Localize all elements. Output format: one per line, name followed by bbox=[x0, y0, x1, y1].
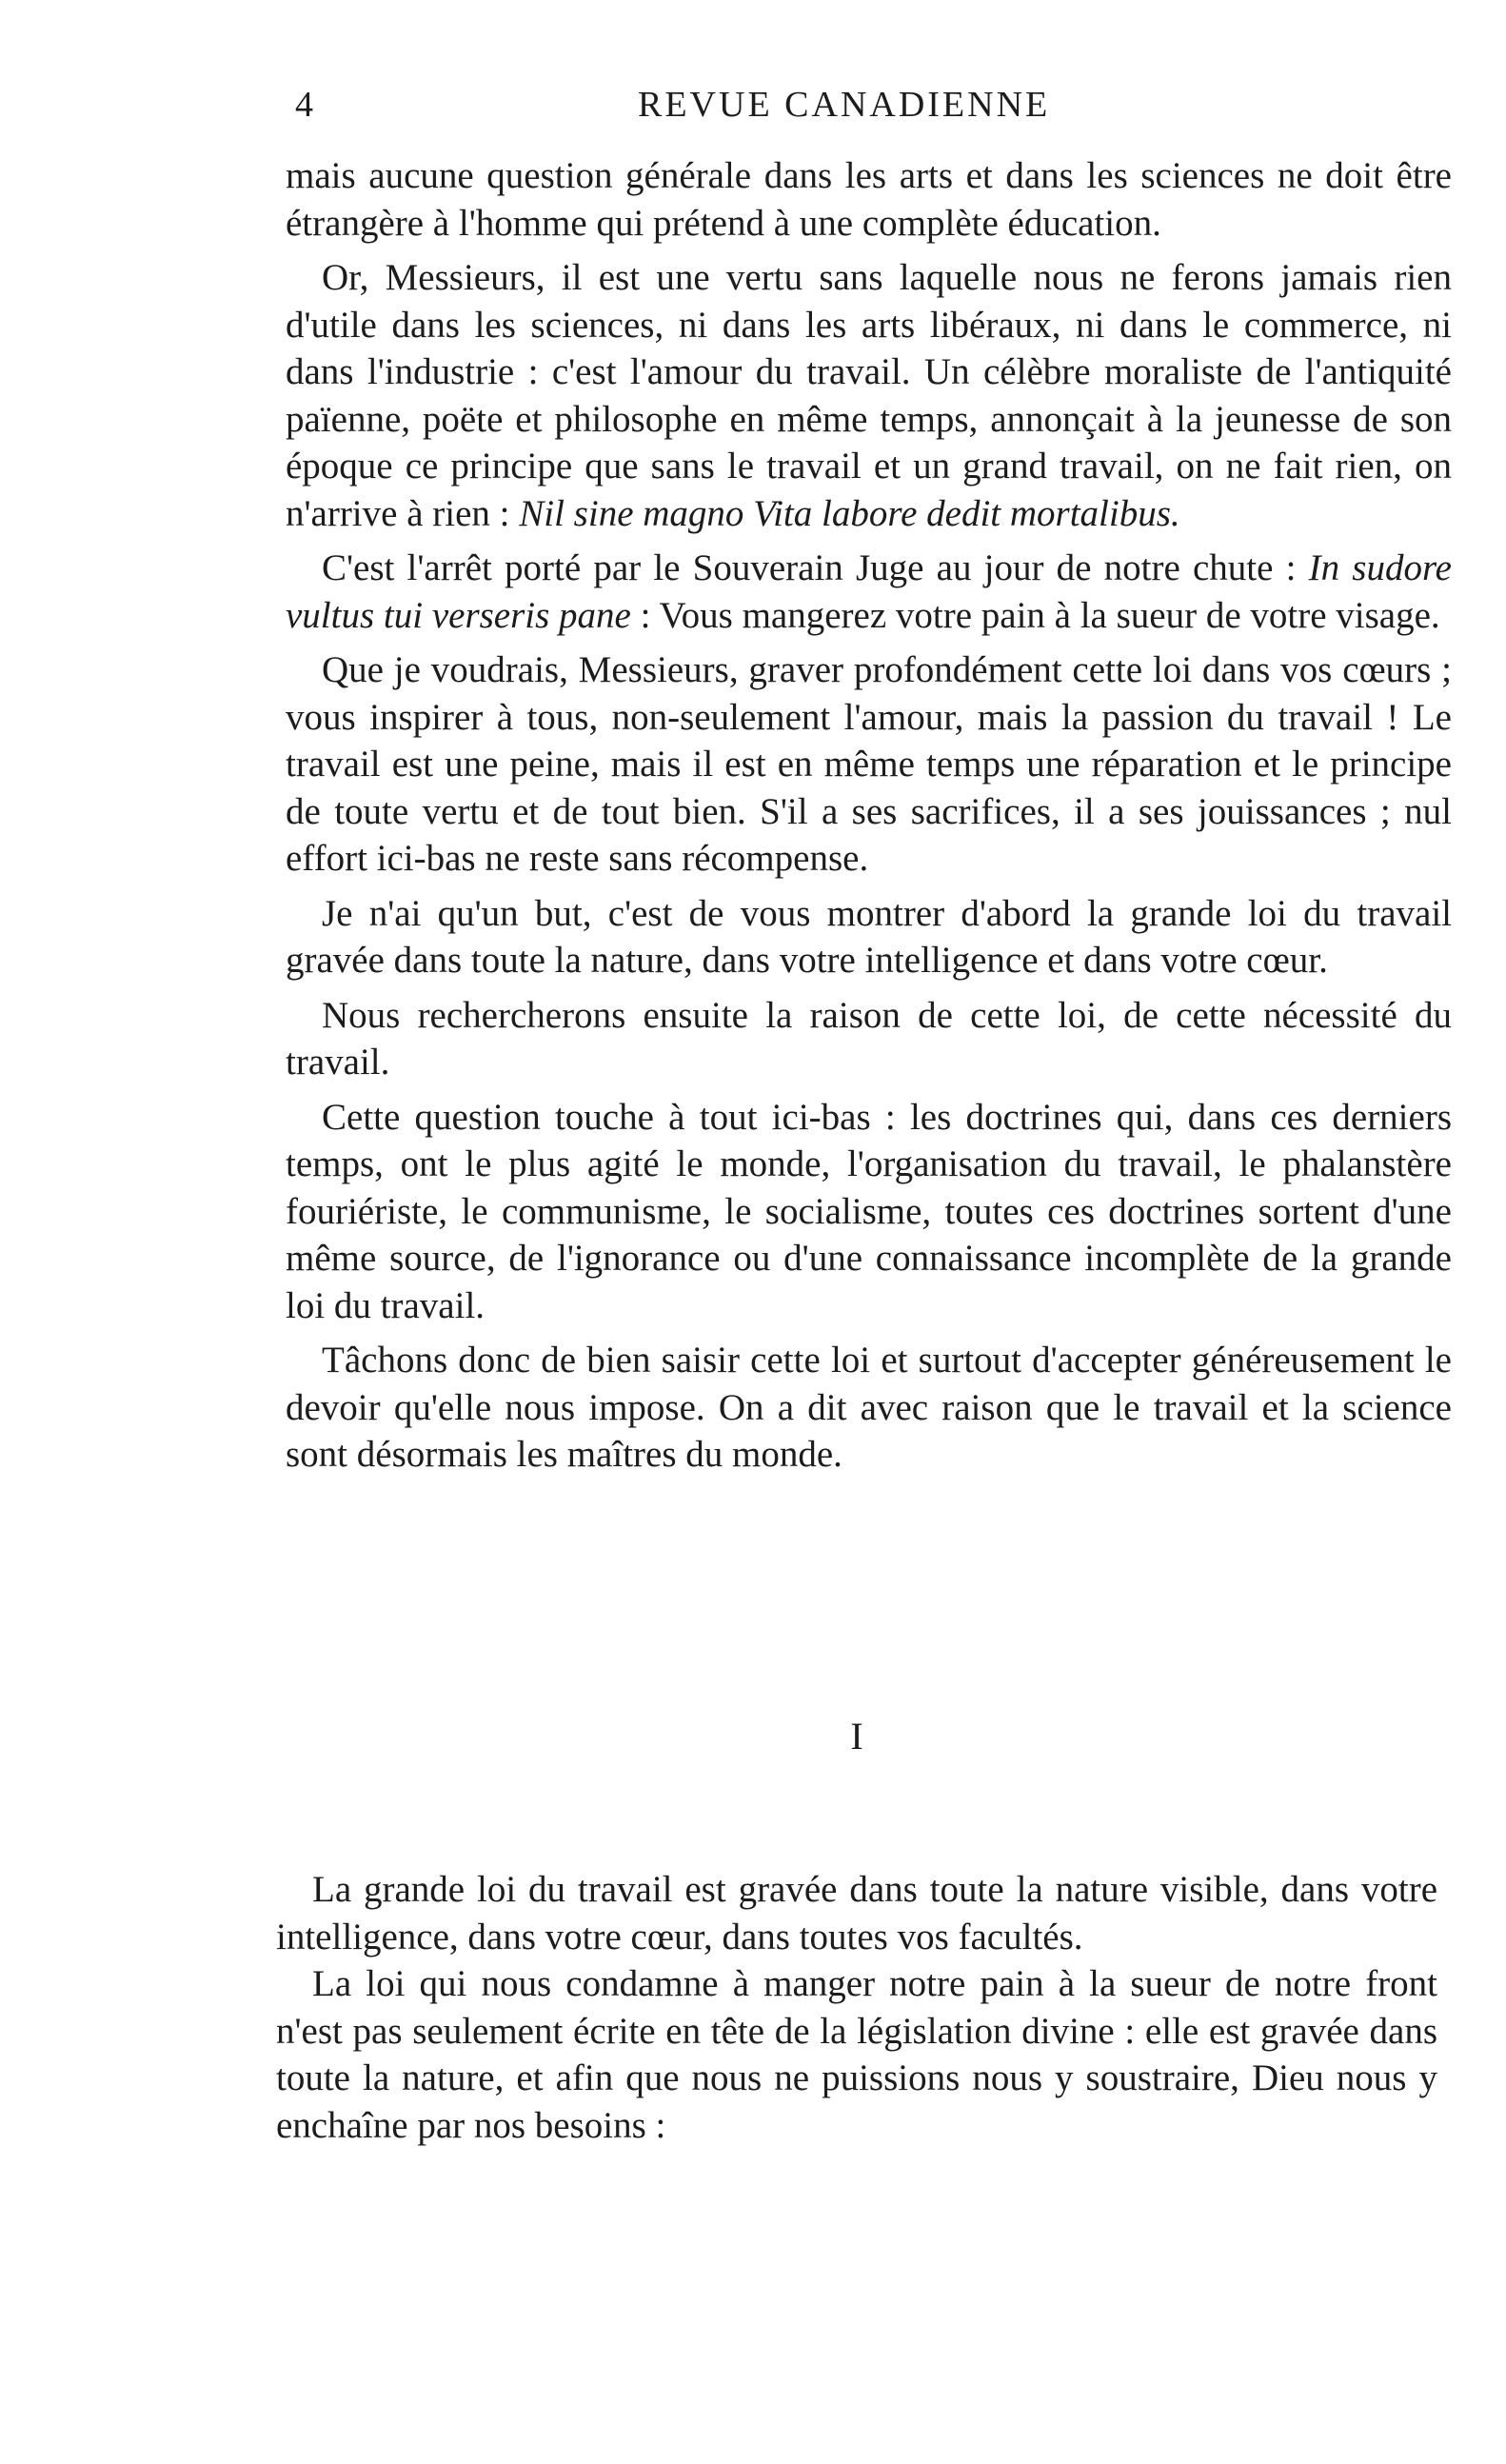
section-body-text bbox=[276, 1866, 1437, 2149]
journal-title: REVUE CANADIENNE bbox=[638, 85, 1051, 125]
section-heading: I bbox=[850, 1715, 863, 1758]
body-text bbox=[286, 152, 1452, 1479]
paragraph bbox=[286, 545, 1452, 639]
running-head bbox=[295, 84, 1437, 131]
paragraph: La grande loi du travail est gravée dans toute la nature visible, dans votre intelligence, dans votre cœur, dans toutes vos facultés. bbox=[276, 1869, 1437, 1957]
paragraph-text: C'est l'arrêt porté par le Souverain Juge au jour de notre chute : bbox=[322, 547, 1297, 588]
latin-quote: Nil sine magno Vita labore dedit mortalibus. bbox=[519, 492, 1180, 534]
paragraph-continued: mais aucune question générale dans les arts et dans les sciences ne doit être étrangère à l'homme qui prétend à une complète éducation. bbox=[286, 155, 1452, 244]
paragraph: Cette question touche à tout ici-bas : les doctrines qui, dans ces derniers temps, ont le plus agité le monde, l'organisation du travail, le phalanstère fouriériste, le communisme, le socialisme, toutes ces doctrines sortent d'une même source, de l'ignorance ou d'une connaissance incomplète de la grande loi du travail. bbox=[286, 1096, 1452, 1326]
paragraph: La loi qui nous condamne à manger notre pain à la sueur de notre front n'est pas seulement écrite en tête de la législation divine : elle est gravée dans toute la nature, et afin que nous ne puissions nous y soustraire, Dieu nous y enchaîne par nos besoins : bbox=[276, 1963, 1437, 2146]
paragraph: Je n'ai qu'un but, c'est de vous montrer d'abord la grande loi du travail gravée dans toute la nature, dans votre intelligence et dans votre cœur. bbox=[286, 892, 1452, 981]
paragraph bbox=[286, 254, 1452, 537]
page-number: 4 bbox=[295, 85, 313, 125]
paragraph: Tâchons donc de bien saisir cette loi et surtout d'accepter généreusement le devoir qu'elle nous impose. On a dit avec raison que le travail et la science sont désormais les maîtres du monde. bbox=[286, 1340, 1452, 1475]
paragraph: Nous rechercherons ensuite la raison de cette loi, de cette nécessité du travail. bbox=[286, 994, 1452, 1083]
paragraph-text: Or, Messieurs, il est une vertu sans laquelle nous ne ferons jamais rien d'utile dans les sciences, ni dans les arts libéraux, ni dans le commerce, ni dans l'industrie : c'est l'amour du travail. Un célèbre moraliste de l'antiquité païenne, poëte et philosophe en même temps, annonçait à la jeunesse de son époque ce principe que sans le travail et un grand travail, on ne fait rien, on n'arrive à rien : bbox=[286, 257, 1452, 534]
latin-quote: In sudore vultus tui verseris pane bbox=[286, 547, 1452, 636]
paragraph: Que je voudrais, Messieurs, graver profondément cette loi dans vos cœurs ; vous inspirer à tous, non-seulement l'amour, mais la passion du travail ! Le travail est une peine, mais il est en même temps une réparation et le principe de toute vertu et de tout bien. S'il a ses sacrifices, il a ses jouissances ; nul effort ici-bas ne reste sans récompense. bbox=[286, 649, 1452, 879]
paragraph-text: : Vous mangerez votre pain à la sueur de votre visage. bbox=[640, 594, 1440, 636]
